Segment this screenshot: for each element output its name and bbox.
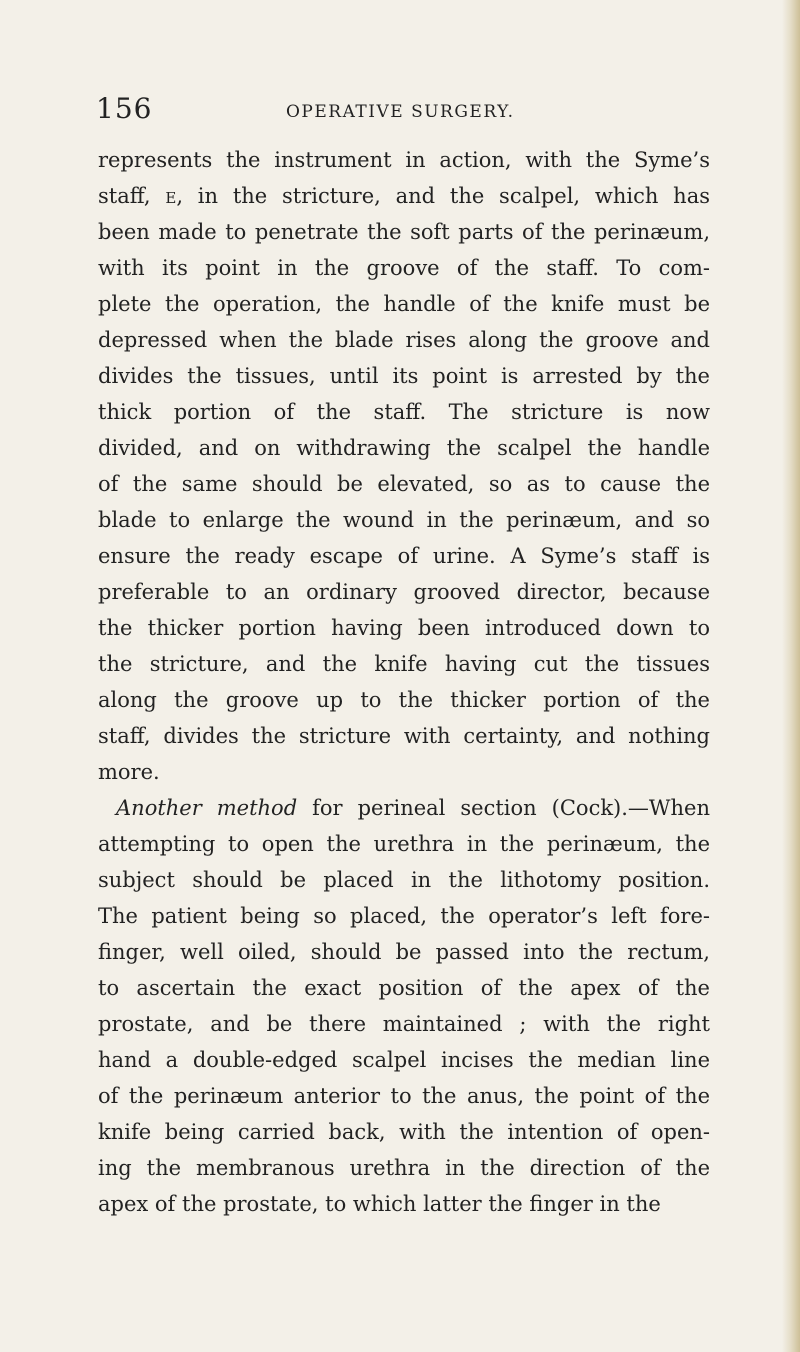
text-line: with its point in the groove of the staff. To com- — [98, 256, 710, 280]
text-line: plete the operation, the handle of the knife must be — [98, 292, 710, 316]
text-line: depressed when the blade rises along the groove and — [98, 328, 710, 352]
body-text — [98, 142, 710, 1222]
text-line: knife being carried back, with the intention of open- — [98, 1120, 710, 1144]
page-edge-shadow — [782, 0, 800, 1352]
text-line: to ascertain the exact position of the apex of the — [98, 976, 710, 1000]
text-line: divided, and on withdrawing the scalpel the handle — [98, 436, 710, 460]
text-line: the thicker portion having been introduced down to — [98, 616, 710, 640]
running-title: OPERATIVE SURGERY. — [286, 102, 515, 122]
text-line: been made to penetrate the soft parts of the perinæum, — [98, 220, 710, 244]
lead-line-rest: for perineal section (Cock).—When — [297, 796, 710, 820]
text-line: finger, well oiled, should be passed into the rectum, — [98, 940, 710, 964]
text-line: along the groove up to the thicker portion of the — [98, 688, 710, 712]
text-line: blade to enlarge the wound in the perinæum, and so — [98, 508, 710, 532]
text-line: ing the membranous urethra in the direction of the — [98, 1156, 710, 1180]
italic-lead: Another method — [116, 796, 298, 820]
text-line: hand a double-edged scalpel incises the median line — [98, 1048, 710, 1072]
text-line: prostate, and be there maintained ; with the right — [98, 1012, 710, 1036]
text-line: divides the tissues, until its point is arrested by the — [98, 364, 710, 388]
text-line: subject should be placed in the lithotomy position. — [98, 868, 710, 892]
text-line: apex of the prostate, to which latter the finger in the — [98, 1192, 661, 1216]
text-line: ensure the ready escape of urine. A Syme’s staff is — [98, 544, 710, 568]
text-line: of the same should be elevated, so as to cause the — [98, 472, 710, 496]
text-line: staff, divides the stricture with certainty, and nothing — [98, 724, 710, 748]
text-line: attempting to open the urethra in the perinæum, the — [98, 832, 710, 856]
page-number: 156 — [96, 92, 153, 125]
text-line: staff, E, in the stricture, and the scalpel, which has — [98, 184, 710, 208]
text-line: The patient being so placed, the operator’s left fore- — [98, 904, 710, 928]
running-head — [96, 92, 746, 132]
paragraph-lead-line — [98, 790, 710, 826]
text-line: thick portion of the staff. The stricture is now — [98, 400, 710, 424]
text-line: preferable to an ordinary grooved director, because — [98, 580, 710, 604]
text-line: of the perinæum anterior to the anus, the point of the — [98, 1084, 710, 1108]
text-line: more. — [98, 760, 160, 784]
text-line: represents the instrument in action, with the Syme’s — [98, 148, 710, 172]
text-line: the stricture, and the knife having cut the tissues — [98, 652, 710, 676]
figure-letter: E — [165, 189, 177, 207]
